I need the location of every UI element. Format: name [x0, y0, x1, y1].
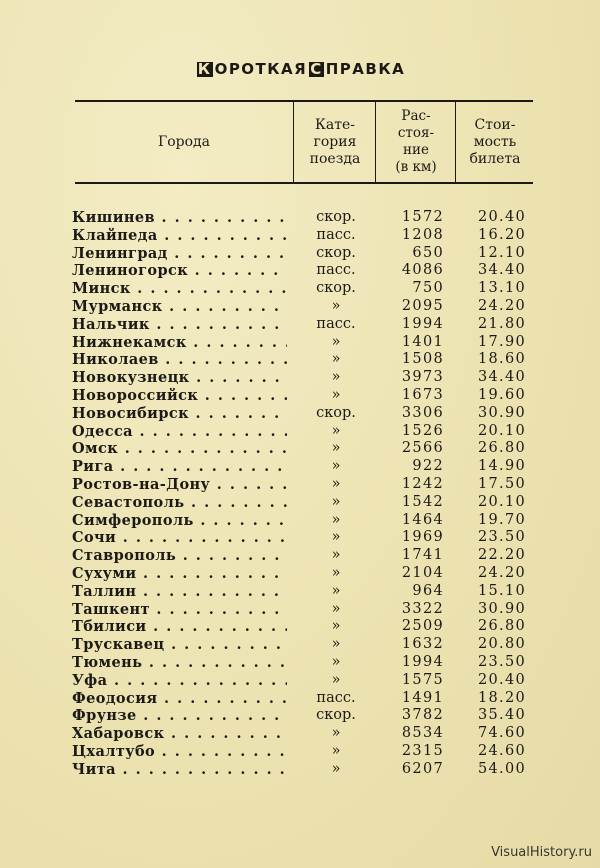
table-row — [0, 654, 600, 672]
cost-cell: 18.60 — [477, 351, 526, 368]
city-cell: Мурманск . . . — [72, 298, 287, 316]
cost-cell: 24.60 — [477, 742, 526, 759]
city-cell: Минск . . . — [72, 280, 287, 298]
cost-cell: 24.20 — [477, 297, 526, 314]
category-cell: » — [331, 618, 341, 635]
title-lead-letter: С — [310, 60, 323, 78]
watermark: VisualHistory.ru — [491, 845, 592, 860]
table-row — [0, 565, 600, 583]
header-cost: Стои- мость билета — [455, 102, 534, 182]
category-cell: пасс. — [316, 689, 356, 706]
cost-cell: 15.10 — [477, 582, 526, 599]
category-cell: » — [331, 529, 341, 546]
cost-cell: 20.10 — [477, 493, 526, 510]
city-cell: Хабаровск . . . — [72, 725, 287, 743]
category-cell: пасс. — [316, 315, 356, 332]
city-cell: Нальчик . . . — [72, 316, 287, 334]
category-cell: » — [331, 440, 341, 457]
city-cell: Севастополь . . . — [72, 494, 287, 512]
table-row — [0, 209, 600, 227]
city-cell: Клайпеда . . . — [72, 227, 287, 245]
cost-cell: 54.00 — [477, 760, 526, 777]
table-row — [0, 601, 600, 619]
table-header — [75, 100, 533, 184]
cost-cell: 17.50 — [477, 475, 526, 492]
category-cell: » — [331, 671, 341, 688]
table-row — [0, 529, 600, 547]
city-cell: Ташкент . . . — [72, 601, 287, 619]
city-cell: Цхалтубо . . . — [72, 743, 287, 761]
city-cell: Симферополь . . . — [72, 512, 287, 530]
cost-cell: 30.90 — [477, 404, 526, 421]
table-row — [0, 440, 600, 458]
cost-cell: 22.20 — [477, 547, 526, 564]
cost-cell: 21.80 — [477, 315, 526, 332]
cost-cell: 14.90 — [477, 458, 526, 475]
table-row — [0, 423, 600, 441]
cost-cell: 12.10 — [477, 244, 526, 261]
cost-cell: 34.40 — [477, 262, 526, 279]
category-cell: » — [331, 547, 341, 564]
table-row — [0, 583, 600, 601]
page-title — [0, 60, 600, 78]
distance-cell: 2095 — [401, 297, 444, 314]
distance-cell: 1526 — [401, 422, 444, 439]
city-cell: Ленинград . . . — [72, 245, 287, 263]
category-cell: » — [331, 564, 341, 581]
city-cell: Новокузнецк . . . — [72, 369, 287, 387]
distance-cell: 1632 — [401, 636, 444, 653]
city-cell: Нижнекамск . . . — [72, 334, 287, 352]
distance-cell: 1464 — [401, 511, 444, 528]
distance-cell: 3973 — [401, 369, 444, 386]
cost-cell: 13.10 — [477, 280, 526, 297]
city-cell: Таллин . . . — [72, 583, 287, 601]
category-cell: скор. — [316, 244, 356, 261]
header-distance: Рас- стоя- ние (в км) — [375, 102, 456, 182]
header-category: Катe- гория поезда — [293, 102, 376, 182]
category-cell: скор. — [316, 280, 356, 297]
city-cell: Новосибирск . . . — [72, 405, 287, 423]
cost-cell: 23.50 — [477, 529, 526, 546]
distance-cell: 1508 — [401, 351, 444, 368]
category-cell: » — [331, 600, 341, 617]
category-cell: » — [331, 369, 341, 386]
cost-cell: 26.80 — [477, 440, 526, 457]
distance-cell: 3782 — [401, 707, 444, 724]
city-cell: Ставрополь . . . — [72, 547, 287, 565]
distance-cell: 964 — [412, 582, 444, 599]
category-cell: » — [331, 422, 341, 439]
city-cell: Чита . . . — [72, 761, 287, 779]
distance-cell: 1673 — [401, 386, 444, 403]
category-cell: скор. — [316, 404, 356, 421]
category-cell: » — [331, 725, 341, 742]
table-row — [0, 369, 600, 387]
distance-cell: 1994 — [401, 315, 444, 332]
city-cell: Феодосия . . . — [72, 690, 287, 708]
cost-cell: 16.20 — [477, 226, 526, 243]
title-word: ПРАВКА — [325, 60, 406, 78]
city-cell: Ростов-на-Дону . . . — [72, 476, 287, 494]
city-cell: Омск . . . — [72, 440, 287, 458]
category-cell: » — [331, 582, 341, 599]
cost-cell: 74.60 — [477, 725, 526, 742]
table-row — [0, 387, 600, 405]
cost-cell: 20.40 — [477, 671, 526, 688]
category-cell: пасс. — [316, 262, 356, 279]
distance-cell: 1242 — [401, 475, 444, 492]
category-cell: » — [331, 653, 341, 670]
distance-cell: 1208 — [401, 226, 444, 243]
table-row — [0, 547, 600, 565]
city-cell: Сухуми . . . — [72, 565, 287, 583]
city-cell: Рига . . . — [72, 458, 287, 476]
distance-cell: 2566 — [401, 440, 444, 457]
city-cell: Одесса . . . — [72, 423, 287, 441]
category-cell: » — [331, 742, 341, 759]
title-word: ОРОТКАЯ — [214, 60, 308, 78]
city-cell: Новороссийск . . . — [72, 387, 287, 405]
distance-cell: 1969 — [401, 529, 444, 546]
distance-cell: 8534 — [401, 725, 444, 742]
cost-cell: 26.80 — [477, 618, 526, 635]
table-row — [0, 280, 600, 298]
category-cell: » — [331, 511, 341, 528]
cost-cell: 19.70 — [477, 511, 526, 528]
category-cell: » — [331, 458, 341, 475]
category-cell: скор. — [316, 707, 356, 724]
table-row — [0, 458, 600, 476]
distance-cell: 3322 — [401, 600, 444, 617]
city-cell: Николаев . . . — [72, 351, 287, 369]
header-city: Города — [157, 133, 211, 150]
category-cell: пасс. — [316, 226, 356, 243]
distance-cell: 1401 — [401, 333, 444, 350]
table-row — [0, 351, 600, 369]
distance-cell: 1542 — [401, 493, 444, 510]
cost-cell: 19.60 — [477, 386, 526, 403]
table-row — [0, 334, 600, 352]
table-body — [0, 209, 600, 779]
category-cell: » — [331, 386, 341, 403]
cost-cell: 18.20 — [477, 689, 526, 706]
cost-cell: 20.80 — [477, 636, 526, 653]
city-cell: Тбилиси . . . — [72, 618, 287, 636]
table-row — [0, 494, 600, 512]
category-cell: » — [331, 351, 341, 368]
city-cell: Тюмень . . . — [72, 654, 287, 672]
distance-cell: 1994 — [401, 653, 444, 670]
cost-cell: 35.40 — [477, 707, 526, 724]
distance-cell: 3306 — [401, 404, 444, 421]
distance-cell: 2315 — [401, 742, 444, 759]
table-row — [0, 636, 600, 654]
table-row — [0, 245, 600, 263]
distance-cell: 2509 — [401, 618, 444, 635]
category-cell: » — [331, 636, 341, 653]
table-row — [0, 672, 600, 690]
table-row — [0, 476, 600, 494]
table-row — [0, 761, 600, 779]
city-cell: Фрунзе . . . — [72, 707, 287, 725]
distance-cell: 750 — [412, 280, 444, 297]
table-row — [0, 262, 600, 280]
category-cell: » — [331, 333, 341, 350]
city-cell: Уфа . . . — [72, 672, 287, 690]
title-lead-letter: К — [197, 60, 212, 78]
table-row — [0, 743, 600, 761]
city-cell: Сочи . . . — [72, 529, 287, 547]
table-row — [0, 316, 600, 334]
table-row — [0, 725, 600, 743]
category-cell: » — [331, 493, 341, 510]
distance-cell: 922 — [412, 458, 444, 475]
distance-cell: 1572 — [401, 209, 444, 225]
cost-cell: 34.40 — [477, 369, 526, 386]
distance-cell: 650 — [412, 244, 444, 261]
cost-cell: 24.20 — [477, 564, 526, 581]
category-cell: скор. — [316, 209, 356, 225]
city-cell: Лениногорск . . . — [72, 262, 287, 280]
distance-cell: 1575 — [401, 671, 444, 688]
table-row — [0, 405, 600, 423]
table-row — [0, 298, 600, 316]
table-row — [0, 227, 600, 245]
distance-cell: 1491 — [401, 689, 444, 706]
category-cell: » — [331, 760, 341, 777]
distance-cell: 1741 — [401, 547, 444, 564]
category-cell: » — [331, 297, 341, 314]
table-row — [0, 512, 600, 530]
cost-cell: 20.10 — [477, 422, 526, 439]
cost-cell: 23.50 — [477, 653, 526, 670]
category-cell: » — [331, 475, 341, 492]
distance-cell: 4086 — [401, 262, 444, 279]
table-row — [0, 690, 600, 708]
city-cell: Трускавец . . . — [72, 636, 287, 654]
cost-cell: 17.90 — [477, 333, 526, 350]
table-row — [0, 618, 600, 636]
distance-cell: 2104 — [401, 564, 444, 581]
cost-cell: 30.90 — [477, 600, 526, 617]
table-row — [0, 707, 600, 725]
city-cell: Кишинев . . . — [72, 209, 287, 227]
cost-cell: 20.40 — [477, 209, 526, 225]
distance-cell: 6207 — [401, 760, 444, 777]
